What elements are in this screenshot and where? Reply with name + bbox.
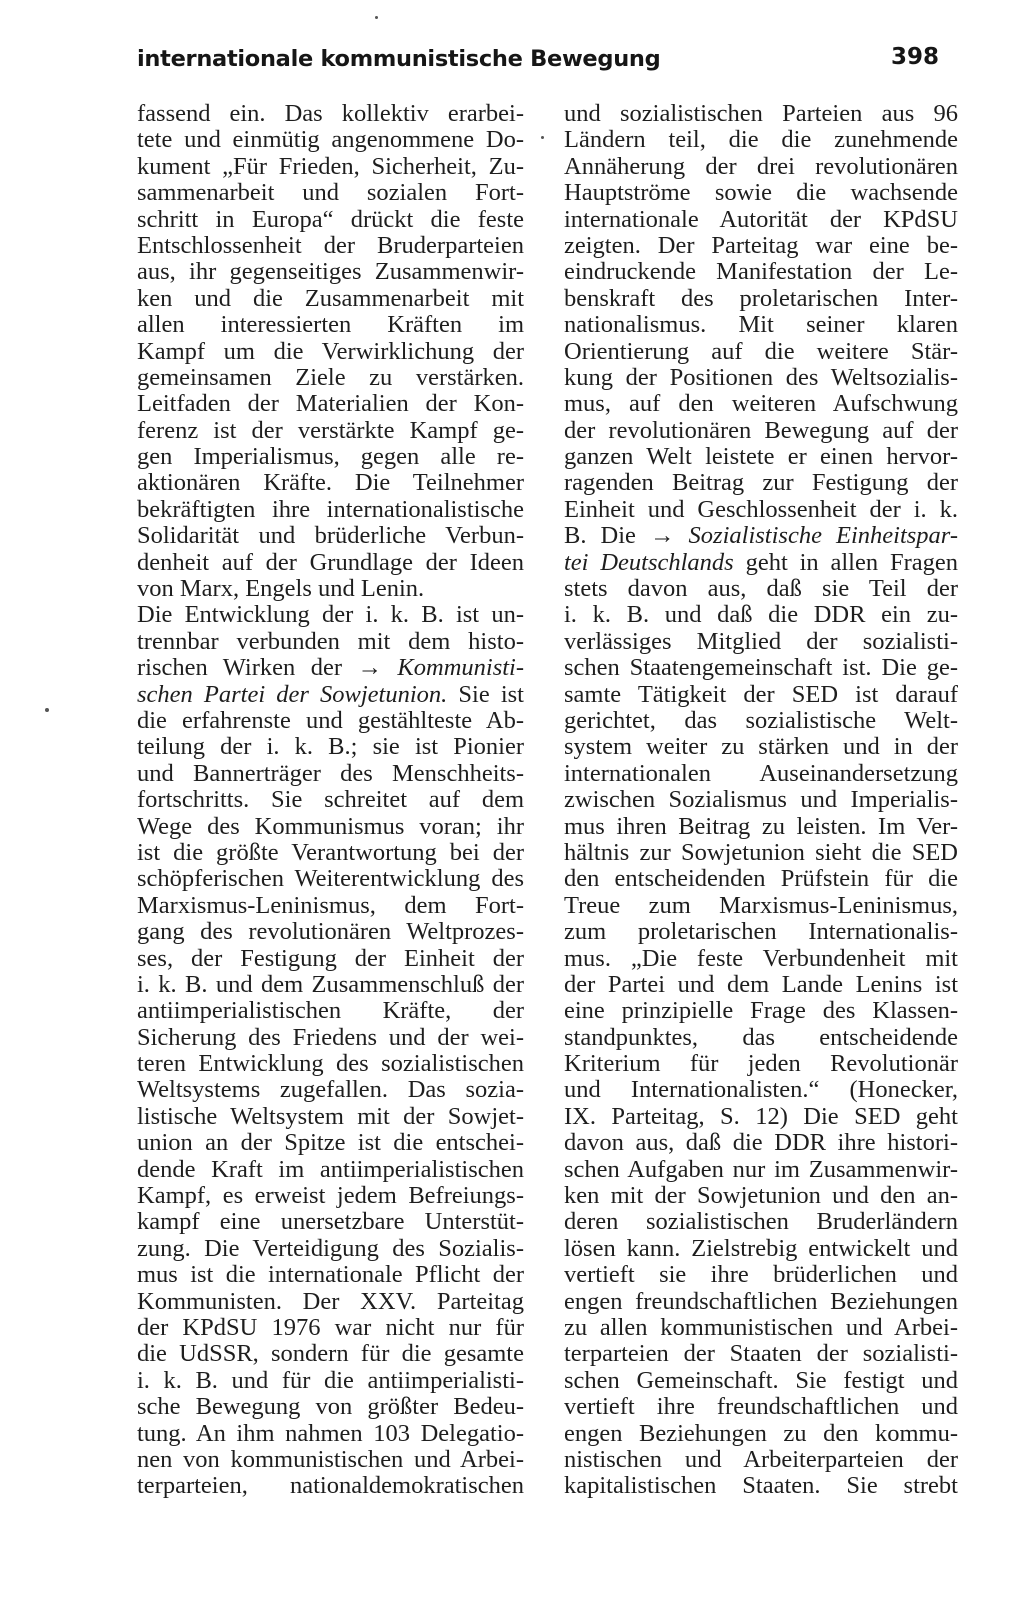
text-line: Wege des Kommunismus voran; ihr (137, 813, 524, 840)
text-line: den entscheidenden Prüfstein für die (564, 866, 958, 893)
text-line: tete und einmütig angenommene Do- (137, 127, 524, 154)
text-line: ses, der Festigung der Einheit der (137, 945, 524, 972)
text-fragment: geht in allen Fragen (733, 549, 958, 576)
text-line: zwischen Sozialismus und Imperialis- (564, 787, 958, 814)
print-speck (375, 16, 378, 19)
text-line: schen Staatengemeinschaft ist. Die ge- (564, 655, 958, 682)
text-line: nationalismus. Mit seiner klaren (564, 312, 958, 339)
text-line: aktionären Kräfte. Die Teilnehmer (137, 470, 524, 497)
text-line: dende Kraft im antiimperialistischen (137, 1156, 524, 1183)
text-line: teilung der i. k. B.; sie ist Pionier (137, 734, 524, 761)
text-line: fassend ein. Das kollektiv erarbei- (137, 101, 524, 127)
text-line: nistischen und Arbeiterparteien der (564, 1446, 958, 1473)
text-line: Kampf um die Verwirklichung der (137, 338, 524, 365)
text-line: verlässiges Mitglied der sozialisti- (564, 628, 958, 655)
text-line (564, 523, 958, 549)
text-line: Kriterium für jeden Revolutionär (564, 1051, 958, 1078)
text-line: gemeinsamen Ziele zu verstärken. (137, 364, 524, 391)
text-line: ken mit der Sowjetunion und den an- (564, 1183, 958, 1210)
text-fragment: B. Die (564, 523, 650, 550)
text-line: gang des revolutionären Weltprozes- (137, 919, 524, 946)
text-line: ist die größte Verantwortung bei der (137, 839, 524, 866)
running-head: internationale kommunistische Bewegung (137, 46, 661, 72)
text-line: Orientierung auf die weitere Stär- (564, 338, 958, 365)
left-text-column (137, 101, 524, 1500)
text-line: vertieft sie ihre brüderlichen und (564, 1262, 958, 1289)
text-line: antiimperialistischen Kräfte, der (137, 998, 524, 1025)
text-line: Weltsystems zugefallen. Das sozia- (137, 1077, 524, 1104)
text-fragment: rischen Wirken der (137, 655, 358, 682)
text-line: samte Tätigkeit der SED ist darauf (564, 681, 958, 708)
text-line: Hauptströme sowie die wachsende (564, 180, 958, 207)
text-line: Annäherung der drei revolutionären (564, 153, 958, 180)
text-line: Treue zum Marxismus-Leninismus, (564, 892, 958, 919)
text-line: schritt in Europa“ drückt die feste (137, 206, 524, 233)
text-line: schen Aufgaben nur im Zusammenwir- (564, 1156, 958, 1183)
text-line: tung. An ihm nahmen 103 Delegatio- (137, 1420, 524, 1447)
text-line: kampf eine unersetzbare Unterstüt- (137, 1209, 524, 1236)
text-line: aus, ihr gegenseitiges Zusammenwir- (137, 259, 524, 286)
text-line: internationalen Auseinandersetzung (564, 760, 958, 787)
text-line: zung. Die Verteidigung des Sozialis- (137, 1235, 524, 1262)
text-line: Kampf, es erweist jedem Befreiungs- (137, 1183, 524, 1210)
text-line: system weiter zu stärken und in der (564, 734, 958, 761)
text-line: IX. Parteitag, S. 12) Die SED geht (564, 1103, 958, 1130)
text-line: teren Entwicklung des sozialistischen (137, 1051, 524, 1078)
text-line: mus ist die internationale Pflicht der (137, 1262, 524, 1289)
text-line: terparteien, nationaldemokratischen (137, 1473, 524, 1500)
text-line: Die Entwicklung der i. k. B. ist un- (137, 602, 524, 629)
print-speck (541, 136, 544, 139)
text-line (137, 682, 524, 708)
text-line: kument „Für Frieden, Sicherheit, Zu- (137, 153, 524, 180)
text-line (137, 655, 524, 681)
text-line: gen Imperialismus, gegen alle re- (137, 444, 524, 471)
right-text-column (564, 101, 958, 1500)
text-line: allen interessierten Kräften im (137, 312, 524, 339)
page-number: 398 (891, 44, 940, 70)
text-line: bekräftigten ihre internationalistische (137, 496, 524, 523)
text-line: die UdSSR, sondern für die gesamte (137, 1341, 524, 1368)
text-line: Sicherung des Friedens und der wei- (137, 1024, 524, 1051)
text-line: ganzen Welt leistete er einen hervor- (564, 444, 958, 471)
cross-reference: schen Partei der Sowjetunion. (137, 681, 448, 708)
text-line (564, 550, 958, 576)
text-line: sche Bewegung von größter Bedeu- (137, 1394, 524, 1421)
text-line: standpunktes, das entscheidende (564, 1024, 958, 1051)
text-line: mus. „Die feste Verbundenheit mit (564, 945, 958, 972)
text-line: mus ihren Beitrag zu leisten. Im Ver- (564, 813, 958, 840)
text-line: und Bannerträger des Menschheits- (137, 760, 524, 787)
text-line: der Partei und dem Lande Lenins ist (564, 971, 958, 998)
text-line: Ländern teil, die die zunehmende (564, 127, 958, 154)
text-line: der revolutionären Bewegung auf der (564, 417, 958, 444)
text-line: Entschlossenheit der Bruderparteien (137, 232, 524, 259)
text-line: eine prinzipielle Frage des Klassen- (564, 998, 958, 1025)
text-line: schen Gemeinschaft. Sie festigt und (564, 1367, 958, 1394)
text-line: engen Beziehungen zu den kommu- (564, 1420, 958, 1447)
text-line: der KPdSU 1976 war nicht nur für (137, 1314, 524, 1341)
text-line: listische Weltsystem mit der Sowjet- (137, 1103, 524, 1130)
text-line: kapitalistischen Staaten. Sie strebt (564, 1473, 958, 1500)
text-line: denheit auf der Grundlage der Ideen (137, 549, 524, 576)
text-line: union an der Spitze ist die entschei- (137, 1130, 524, 1157)
text-line: die erfahrenste und gestählteste Ab- (137, 707, 524, 734)
text-line: ken und die Zusammenarbeit mit (137, 285, 524, 312)
text-line: und sozialistischen Parteien aus 96 (564, 101, 958, 127)
text-line: sammenarbeit und sozialen Fort- (137, 180, 524, 207)
text-line: zeigten. Der Parteitag war eine be- (564, 232, 958, 259)
text-line: nen von kommunistischen und Arbei- (137, 1446, 524, 1473)
cross-reference: tei Deutschlands (564, 549, 734, 576)
cross-reference: → Sozialistische Einheitspar- (649, 523, 958, 550)
text-line: Einheit und Geschlossenheit der i. k. (564, 496, 958, 523)
text-line: trennbar verbunden mit dem histo- (137, 628, 524, 655)
text-line: Marxismus-Leninismus, dem Fort- (137, 892, 524, 919)
text-line: deren sozialistischen Bruderländern (564, 1209, 958, 1236)
text-line: davon aus, daß die DDR ihre histori- (564, 1130, 958, 1157)
text-line: zum proletarischen Internationalis- (564, 919, 958, 946)
cross-reference: → Kommunisti- (357, 655, 524, 682)
text-line: i. k. B. und für die antiimperialisti- (137, 1367, 524, 1394)
text-line: Solidarität und brüderliche Verbun- (137, 523, 524, 550)
text-line: hältnis zur Sowjetunion sieht die SED (564, 839, 958, 866)
text-line: fortschritts. Sie schreitet auf dem (137, 787, 524, 814)
text-line: internationale Autorität der KPdSU (564, 206, 958, 233)
text-line: stets davon aus, daß sie Teil der (564, 576, 958, 603)
text-line: von Marx, Engels und Lenin. (137, 576, 425, 603)
text-line: engen freundschaftlichen Beziehungen (564, 1288, 958, 1315)
text-line: kung der Positionen des Weltsozialis- (564, 364, 958, 391)
text-line: ferenz ist der verstärkte Kampf ge- (137, 417, 524, 444)
text-line: mus, auf den weiteren Aufschwung (564, 391, 958, 418)
text-line: schöpferischen Weiterentwicklung des (137, 866, 524, 893)
text-line: Leitfaden der Materialien der Kon- (137, 391, 524, 418)
text-fragment: Sie ist (447, 681, 524, 708)
text-line: terparteien der Staaten der sozialisti- (564, 1341, 958, 1368)
text-line: lösen kann. Zielstrebig entwickelt und (564, 1235, 958, 1262)
print-speck (45, 708, 49, 712)
text-line: eindruckende Manifestation der Le- (564, 259, 958, 286)
text-line: benskraft des proletarischen Inter- (564, 285, 958, 312)
text-line: ragenden Beitrag zur Festigung der (564, 470, 958, 497)
text-line: vertieft ihre freundschaftlichen und (564, 1394, 958, 1421)
text-line: i. k. B. und daß die DDR ein zu- (564, 602, 958, 629)
text-line: zu allen kommunistischen und Arbei- (564, 1314, 958, 1341)
text-line: Kommunisten. Der XXV. Parteitag (137, 1288, 524, 1315)
text-line: i. k. B. und dem Zusammenschluß der (137, 971, 524, 998)
text-line: gerichtet, das sozialistische Welt- (564, 707, 958, 734)
text-line: und Internationalisten.“ (Honecker, (564, 1077, 958, 1104)
